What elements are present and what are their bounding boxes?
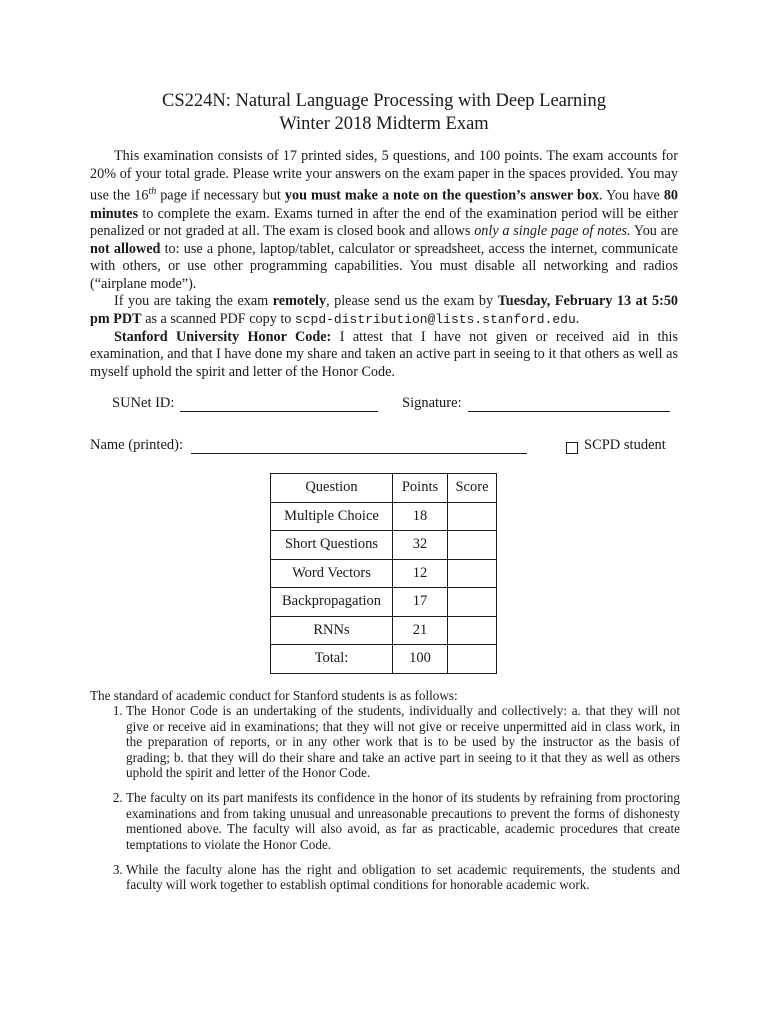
- honor-code-list: [90, 703, 680, 892]
- text: You are: [630, 223, 678, 240]
- header-question: Question: [271, 474, 393, 503]
- header-points: Points: [393, 474, 448, 503]
- question-cell: Short Questions: [271, 531, 393, 560]
- text: to: use a phone, laptop/tablet, calculator or spreadsheet, access the internet, communicate with others, or use other programming capabilities. You must disable all networking and radios (“airplane mode”).: [90, 240, 678, 292]
- honor-code-heading: Stanford University Honor Code:: [114, 328, 332, 345]
- email-address: scpd-distribution@lists.stanford.edu: [294, 312, 576, 328]
- header-score: Score: [448, 474, 497, 503]
- signature-line: [468, 397, 670, 412]
- question-cell: Word Vectors: [271, 559, 393, 588]
- text: , please send us the exam by: [326, 293, 498, 310]
- emphasis-remotely: remotely: [272, 293, 327, 310]
- text: page if necessary but: [156, 187, 285, 204]
- name-line: [191, 439, 527, 454]
- points-cell: 32: [393, 531, 448, 560]
- emphasis-duration: 80 minutes: [90, 187, 678, 222]
- sunet-id-line: [180, 397, 378, 412]
- scpd-checkbox-icon: [566, 442, 578, 454]
- name-label: Name (printed):: [90, 437, 184, 453]
- text: .: [575, 311, 580, 328]
- emphasis-not-allowed: not allowed: [90, 240, 161, 257]
- honor-code-attestation: [90, 329, 678, 382]
- table-row: [271, 531, 497, 560]
- score-cell: [448, 502, 497, 531]
- remote-paragraph: [90, 293, 678, 328]
- score-table-header: [271, 474, 497, 503]
- points-cell: 17: [393, 588, 448, 617]
- table-row: [271, 559, 497, 588]
- exam-title: [0, 90, 768, 136]
- points-cell: 12: [393, 559, 448, 588]
- text: as a scanned PDF copy to: [141, 311, 295, 328]
- title-line-1: CS224N: Natural Language Processing with Deep Learning: [162, 91, 606, 111]
- question-cell: RNNs: [271, 616, 393, 645]
- table-row: [271, 588, 497, 617]
- score-cell: [448, 616, 497, 645]
- list-item: 3. While the faculty alone has the right and obligation to set academic requirements, the students and faculty will work together to establish optimal conditions for honorable academic work.: [126, 862, 680, 893]
- sunet-id-field: [112, 395, 378, 412]
- table-row: [271, 502, 497, 531]
- table-row: [271, 616, 497, 645]
- score-table: [270, 473, 497, 674]
- text: . You have: [599, 187, 664, 204]
- superscript: th: [148, 186, 157, 198]
- question-cell: Multiple Choice: [271, 502, 393, 531]
- score-cell: [448, 531, 497, 560]
- score-cell: [448, 645, 497, 674]
- points-cell: 18: [393, 502, 448, 531]
- question-cell: Total:: [271, 645, 393, 674]
- signature-field: [402, 395, 670, 412]
- exam-instructions: [90, 148, 678, 381]
- text: This examination consists of 17 printed sides, 5 questions, and 100 points. The exam accounts for 20% of your total grade. Please write your answers on the exam paper in the spaces provided. You may use the 16: [90, 148, 678, 204]
- text: to complete the exam. Exams turned in after the end of the examination period will be either penalized or not graded at all. The exam is closed book and allows: [90, 205, 678, 240]
- points-cell: 100: [393, 645, 448, 674]
- name-field: [90, 437, 527, 454]
- scpd-label: SCPD student: [584, 437, 666, 453]
- score-cell: [448, 559, 497, 588]
- list-item: 1. The Honor Code is an undertaking of the students, individually and collectively: a. that they will not give or receive aid in examinations; that they will not give or receive unpermitted aid in class work, in the preparation of reports, or in any other work that is to be used by the instructor as the basis of grading; b. that they will do their share and take an active part in seeing to it that they as well as others uphold the spirit and letter of the Honor Code.: [126, 703, 680, 780]
- honor-code-standard: [90, 688, 680, 903]
- score-cell: [448, 588, 497, 617]
- instructions-paragraph: [90, 148, 678, 293]
- emphasis-deadline: Tuesday, February 13 at 5:50 pm PDT: [90, 293, 679, 328]
- question-cell: Backpropagation: [271, 588, 393, 617]
- sunet-id-label: SUNet ID:: [112, 395, 175, 411]
- title-line-2: Winter 2018 Midterm Exam: [279, 114, 489, 134]
- emphasis-notes: only a single page of notes.: [474, 223, 631, 240]
- table-row-total: [271, 645, 497, 674]
- text: I attest that I have not given or received aid in this examination, and that I have done my share and taken an active part in seeing to it that others as well as myself uphold the spirit and letter of the Honor Code.: [90, 328, 678, 380]
- signature-label: Signature:: [402, 395, 462, 411]
- points-cell: 21: [393, 616, 448, 645]
- text: If you are taking the exam: [114, 293, 273, 310]
- emphasis-note-box: you must make a note on the question’s answer box: [284, 187, 600, 204]
- list-item: 2. The faculty on its part manifests its confidence in the honor of its students by refraining from proctoring examinations and from taking unusual and unreasonable precautions to prevent the forms of dishonesty mentioned above. The faculty will also avoid, as far as practicable, academic procedures that create temptations to violate the Honor Code.: [126, 790, 680, 852]
- honor-code-lead: The standard of academic conduct for Stanford students is as follows:: [90, 688, 458, 703]
- scpd-student-option: [566, 437, 666, 454]
